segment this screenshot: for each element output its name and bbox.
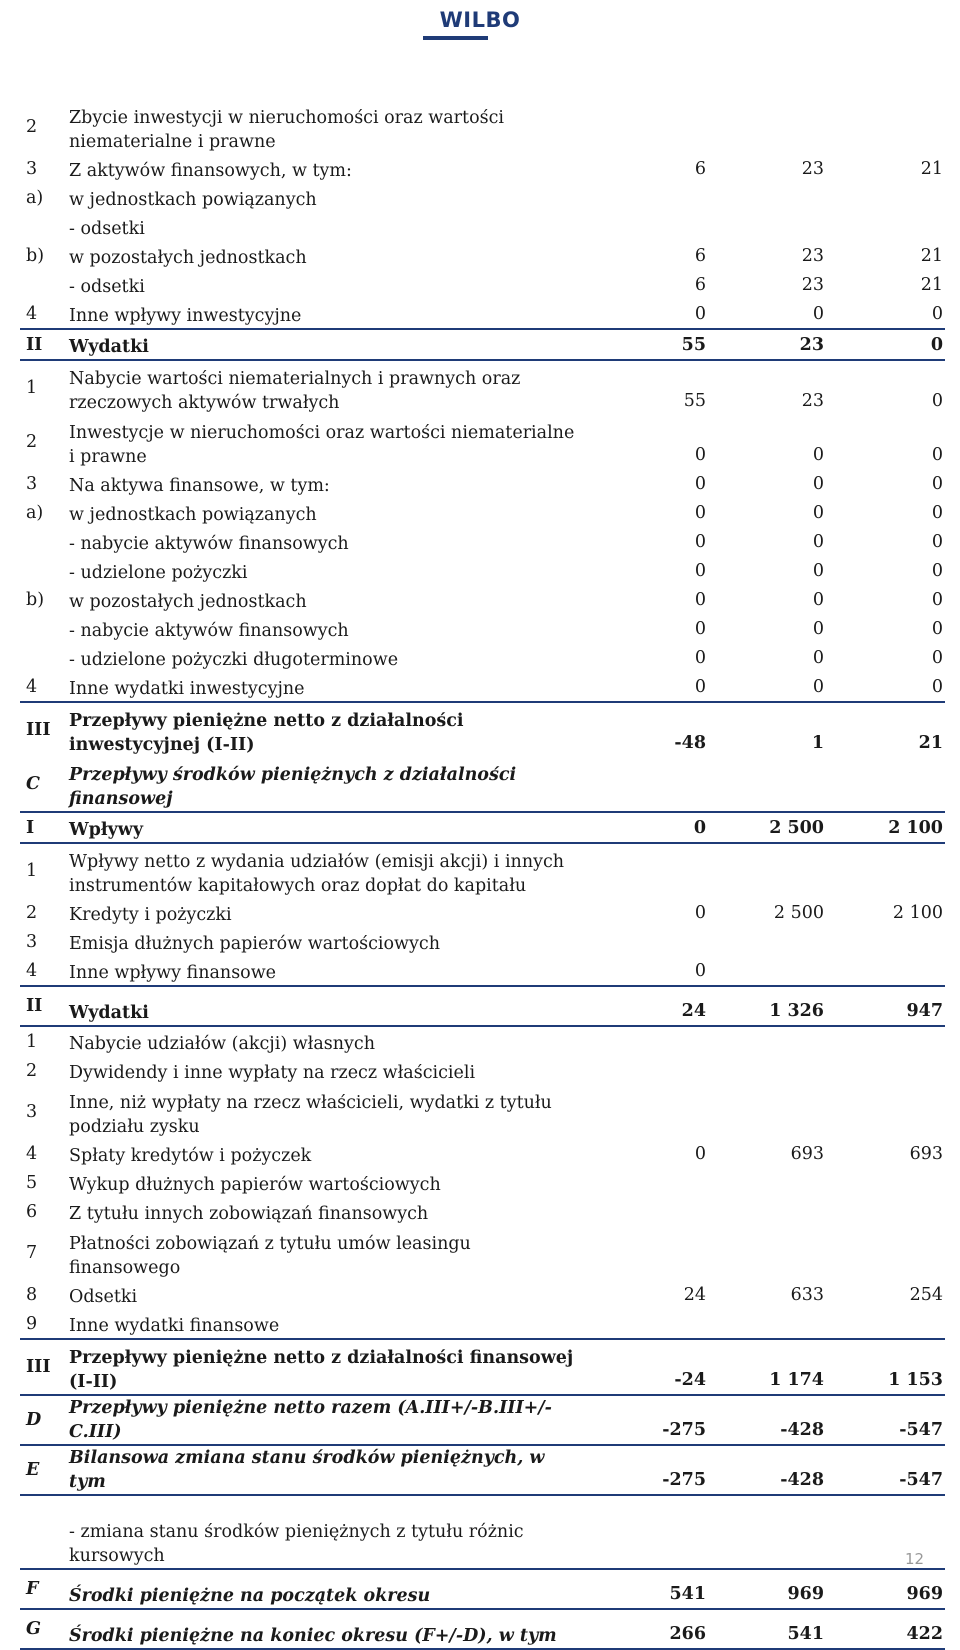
row-label: Środki pieniężne na koniec okresu (F+/-D), w tym	[67, 1609, 590, 1649]
value-cell-1	[590, 1026, 708, 1056]
value-cell-3: 0	[931, 391, 943, 411]
table-row	[20, 643, 945, 672]
row-label: Wykup dłużnych papierów wartościowych	[69, 1175, 441, 1195]
row-number: 4	[26, 303, 38, 324]
row-number: 3	[26, 1102, 38, 1122]
row-label: - nabycie aktywów finansowych	[69, 534, 349, 554]
value-cell-3: 2 100	[826, 812, 945, 843]
value-cell-1: 24	[590, 986, 708, 1026]
company-logo: WILBO	[439, 8, 521, 32]
value-cell-3	[826, 1309, 945, 1339]
value-cell-2	[708, 956, 826, 986]
row-label: Z tytułu innych zobowiązań finansowych	[69, 1204, 429, 1224]
table-row	[20, 329, 945, 360]
row-number: C	[20, 757, 67, 812]
row-number: 5	[26, 1172, 38, 1193]
value-cell-1	[590, 100, 708, 154]
value-cell-3: 0	[931, 561, 943, 581]
value-cell-1: 0	[694, 1144, 706, 1164]
logo-underline	[423, 36, 488, 40]
value-cell-2	[708, 1085, 826, 1139]
value-cell-3: 21	[920, 246, 943, 266]
row-number: E	[20, 1445, 67, 1495]
value-cell-1	[590, 843, 708, 898]
value-cell-1: 0	[694, 304, 706, 324]
row-number	[20, 527, 67, 556]
table-row	[20, 415, 945, 469]
value-cell-2	[708, 1056, 826, 1085]
value-cell-3: 0	[826, 329, 945, 360]
row-number	[20, 1495, 67, 1569]
row-label: Wydatki	[67, 986, 590, 1026]
row-label: Przepływy pieniężne netto razem (A.III+/-B.III+/-C.III)	[67, 1395, 590, 1445]
row-number: F	[20, 1569, 67, 1609]
value-cell-2: 633	[790, 1285, 824, 1305]
row-number: 2	[26, 432, 38, 452]
row-number: G	[20, 1609, 67, 1649]
value-cell-2	[708, 1197, 826, 1226]
row-number: 7	[26, 1243, 38, 1263]
value-cell-1: 55	[590, 329, 708, 360]
table-row	[20, 812, 945, 843]
value-cell-3	[826, 1495, 945, 1569]
value-cell-1: 266	[590, 1609, 708, 1649]
value-cell-1: 55	[683, 391, 706, 411]
table-row	[20, 1445, 945, 1495]
row-number: III	[20, 1339, 67, 1395]
row-number: 4	[26, 960, 38, 981]
value-cell-3: 0	[931, 445, 943, 465]
row-label: w pozostałych jednostkach	[69, 248, 307, 268]
row-label: - udzielone pożyczki	[69, 563, 248, 583]
value-cell-3: 21	[920, 275, 943, 295]
value-cell-3	[826, 1026, 945, 1056]
value-cell-1	[590, 1495, 708, 1569]
row-label: Wpływy netto z wydania udziałów (emisji akcji) i innych instrumentów kapitałowych oraz dopłat do kapitału	[69, 852, 565, 896]
value-cell-1: 24	[683, 1285, 706, 1305]
value-cell-1: 0	[694, 961, 706, 981]
row-label: Kredyty i pożyczki	[69, 905, 232, 925]
row-label: Inwestycje w nieruchomości oraz wartości niematerialne i prawne	[69, 423, 575, 467]
row-number: 8	[26, 1284, 38, 1305]
row-label: - nabycie aktywów finansowych	[69, 621, 349, 641]
value-cell-1	[590, 1085, 708, 1139]
value-cell-2	[708, 1309, 826, 1339]
row-label: Płatności zobowiązań z tytułu umów leasingu finansowego	[69, 1234, 471, 1278]
row-label: Przepływy pieniężne netto z działalności inwestycyjnej (I-II)	[67, 702, 590, 757]
row-number: I	[20, 812, 67, 843]
row-label: - udzielone pożyczki długoterminowe	[69, 650, 399, 670]
table-row	[20, 672, 945, 702]
value-cell-2	[708, 100, 826, 154]
row-label: - odsetki	[69, 277, 145, 297]
table-row	[20, 1168, 945, 1197]
value-cell-2: 0	[812, 561, 824, 581]
table-row	[20, 498, 945, 527]
page-number: 12	[905, 1550, 925, 1568]
table-row	[20, 212, 945, 241]
value-cell-1: 0	[694, 619, 706, 639]
row-label: - odsetki	[69, 219, 145, 239]
row-label: Z aktywów finansowych, w tym:	[69, 161, 352, 181]
value-cell-3: 0	[931, 677, 943, 697]
value-cell-1: 0	[694, 903, 706, 923]
value-cell-3: 0	[931, 532, 943, 552]
value-cell-3: 1 153	[826, 1339, 945, 1395]
row-label: Inne wydatki inwestycyjne	[69, 679, 305, 699]
table-row	[20, 299, 945, 329]
value-cell-2: 23	[801, 391, 824, 411]
value-cell-1	[590, 1197, 708, 1226]
row-number: 3	[26, 931, 38, 952]
value-cell-2: 1 326	[708, 986, 826, 1026]
value-cell-1	[590, 1168, 708, 1197]
row-number: b)	[26, 245, 45, 266]
table-row	[20, 1139, 945, 1168]
value-cell-1: 0	[694, 561, 706, 581]
row-label: Inne wpływy inwestycyjne	[69, 306, 302, 326]
value-cell-3	[826, 1226, 945, 1280]
row-number: a)	[26, 502, 44, 523]
table-row	[20, 1226, 945, 1280]
value-cell-3: 0	[931, 304, 943, 324]
row-label: w pozostałych jednostkach	[69, 592, 307, 612]
value-cell-1	[590, 1309, 708, 1339]
value-cell-2	[708, 927, 826, 956]
value-cell-1: 6	[694, 275, 706, 295]
table-row	[20, 1056, 945, 1085]
row-number: 1	[26, 1031, 38, 1052]
value-cell-3: 21	[920, 159, 943, 179]
value-cell-3: 21	[826, 702, 945, 757]
row-label: Dywidendy i inne wypłaty na rzecz właścicieli	[69, 1063, 476, 1083]
value-cell-2: 23	[801, 246, 824, 266]
value-cell-1	[590, 1056, 708, 1085]
value-cell-2	[708, 757, 826, 812]
row-number: 4	[26, 1143, 38, 1164]
table-row	[20, 585, 945, 614]
row-number: 1	[26, 378, 38, 398]
table-row	[20, 898, 945, 927]
row-number: 2	[26, 902, 38, 923]
value-cell-2: 0	[812, 677, 824, 697]
value-cell-2	[708, 1168, 826, 1197]
value-cell-2	[708, 1226, 826, 1280]
table-row	[20, 270, 945, 299]
value-cell-3: 0	[931, 619, 943, 639]
row-label: Wydatki	[67, 329, 590, 360]
value-cell-2: 1 174	[708, 1339, 826, 1395]
value-cell-3	[826, 183, 945, 212]
table-row	[20, 927, 945, 956]
value-cell-3: 947	[826, 986, 945, 1026]
value-cell-2: 2 500	[708, 812, 826, 843]
value-cell-1: -275	[590, 1445, 708, 1495]
value-cell-3: 254	[909, 1285, 943, 1305]
row-label: Inne wydatki finansowe	[69, 1316, 280, 1336]
row-number: D	[20, 1395, 67, 1445]
value-cell-2: 0	[812, 474, 824, 494]
row-number: 6	[26, 1201, 38, 1222]
cash-flow-table	[20, 100, 945, 1650]
value-cell-1: 0	[694, 590, 706, 610]
row-label: Przepływy pieniężne netto z działalności finansowej (I-II)	[67, 1339, 590, 1395]
value-cell-1: 0	[694, 648, 706, 668]
value-cell-1: 0	[694, 474, 706, 494]
table-row	[20, 843, 945, 898]
table-row	[20, 757, 945, 812]
row-label: Przepływy środków pieniężnych z działalności finansowej	[67, 757, 590, 812]
row-number: II	[20, 329, 67, 360]
value-cell-3: 0	[931, 503, 943, 523]
value-cell-1: 0	[590, 812, 708, 843]
value-cell-2	[708, 843, 826, 898]
row-number: a)	[26, 187, 44, 208]
row-number	[20, 614, 67, 643]
value-cell-2: 23	[708, 329, 826, 360]
value-cell-3	[826, 927, 945, 956]
value-cell-3	[826, 1056, 945, 1085]
row-number: 2	[26, 117, 38, 137]
table-row	[20, 527, 945, 556]
row-number: III	[20, 702, 67, 757]
value-cell-1	[590, 927, 708, 956]
value-cell-2: 0	[812, 445, 824, 465]
table-row	[20, 1280, 945, 1309]
row-label: w jednostkach powiązanych	[69, 505, 317, 525]
value-cell-2: 0	[812, 648, 824, 668]
value-cell-3	[826, 212, 945, 241]
table-row	[20, 469, 945, 498]
value-cell-2: 541	[708, 1609, 826, 1649]
value-cell-1	[590, 757, 708, 812]
table-row	[20, 1197, 945, 1226]
row-number	[20, 270, 67, 299]
table-row	[20, 154, 945, 183]
value-cell-3: 0	[931, 474, 943, 494]
table-row	[20, 556, 945, 585]
value-cell-1	[590, 183, 708, 212]
row-number: II	[20, 986, 67, 1026]
value-cell-2: 0	[812, 619, 824, 639]
value-cell-3: 0	[931, 590, 943, 610]
row-label: Inne, niż wypłaty na rzecz właścicieli, wydatki z tytułu podziału zysku	[69, 1093, 552, 1137]
row-number	[20, 556, 67, 585]
table-row	[20, 1339, 945, 1395]
value-cell-2	[708, 1495, 826, 1569]
value-cell-1: 0	[694, 532, 706, 552]
value-cell-3: 969	[826, 1569, 945, 1609]
row-label: Nabycie wartości niematerialnych i prawnych oraz rzeczowych aktywów trwałych	[69, 369, 521, 413]
row-number: 4	[26, 676, 38, 697]
table-row	[20, 956, 945, 986]
row-number: 2	[26, 1060, 38, 1081]
value-cell-2: 23	[801, 275, 824, 295]
row-number	[20, 643, 67, 672]
value-cell-2: 0	[812, 503, 824, 523]
row-number: 1	[26, 861, 38, 881]
value-cell-3	[826, 956, 945, 986]
value-cell-3	[826, 1085, 945, 1139]
table-row	[20, 100, 945, 154]
row-label: Emisja dłużnych papierów wartościowych	[69, 934, 440, 954]
value-cell-3: -547	[826, 1395, 945, 1445]
row-label: Odsetki	[69, 1287, 138, 1307]
row-number: 3	[26, 158, 38, 179]
value-cell-3	[826, 757, 945, 812]
value-cell-3	[826, 100, 945, 154]
value-cell-3	[826, 1168, 945, 1197]
table-row	[20, 614, 945, 643]
value-cell-2: -428	[708, 1395, 826, 1445]
value-cell-2: 0	[812, 304, 824, 324]
value-cell-2: 0	[812, 590, 824, 610]
table-row	[20, 1395, 945, 1445]
value-cell-2	[708, 212, 826, 241]
value-cell-2: -428	[708, 1445, 826, 1495]
table-row	[20, 241, 945, 270]
table-row	[20, 1495, 945, 1569]
value-cell-2: 969	[708, 1569, 826, 1609]
row-label: w jednostkach powiązanych	[69, 190, 317, 210]
row-number: 9	[26, 1313, 38, 1334]
value-cell-2: 693	[790, 1144, 824, 1164]
value-cell-1: 6	[694, 246, 706, 266]
value-cell-1: -48	[590, 702, 708, 757]
value-cell-1	[590, 212, 708, 241]
row-label: Wpływy	[67, 812, 590, 843]
value-cell-2: 1	[708, 702, 826, 757]
value-cell-2	[708, 183, 826, 212]
row-label: Inne wpływy finansowe	[69, 963, 277, 983]
value-cell-3	[826, 843, 945, 898]
table-row	[20, 702, 945, 757]
row-label: Nabycie udziałów (akcji) własnych	[69, 1034, 376, 1054]
value-cell-2	[708, 1026, 826, 1056]
table-row	[20, 1085, 945, 1139]
value-cell-1	[590, 1226, 708, 1280]
value-cell-3: 0	[931, 648, 943, 668]
row-label: - zmiana stanu środków pieniężnych z tytułu różnic kursowych	[67, 1495, 590, 1569]
row-number	[20, 212, 67, 241]
row-label: Spłaty kredytów i pożyczek	[69, 1146, 312, 1166]
row-label: Bilansowa zmiana stanu środków pieniężnych, w tym	[67, 1445, 590, 1495]
value-cell-1: -24	[590, 1339, 708, 1395]
value-cell-1: 6	[694, 159, 706, 179]
value-cell-3: 422	[826, 1609, 945, 1649]
value-cell-2: 23	[801, 159, 824, 179]
table-row	[20, 1026, 945, 1056]
table-row	[20, 1609, 945, 1649]
value-cell-2: 2 500	[773, 903, 824, 923]
value-cell-3: 2 100	[892, 903, 943, 923]
table-row	[20, 183, 945, 212]
table-row	[20, 360, 945, 415]
value-cell-3	[826, 1197, 945, 1226]
row-number: b)	[26, 589, 45, 610]
value-cell-1: -275	[590, 1395, 708, 1445]
value-cell-2: 0	[812, 532, 824, 552]
row-label: Na aktywa finansowe, w tym:	[69, 476, 330, 496]
row-label: Środki pieniężne na początek okresu	[67, 1569, 590, 1609]
value-cell-3: 693	[909, 1144, 943, 1164]
table-row	[20, 1569, 945, 1609]
value-cell-1: 0	[694, 503, 706, 523]
value-cell-1: 0	[694, 445, 706, 465]
row-number: 3	[26, 473, 38, 494]
table-row	[20, 986, 945, 1026]
value-cell-1: 541	[590, 1569, 708, 1609]
row-label: Zbycie inwestycji w nieruchomości oraz wartości niematerialne i prawne	[69, 108, 504, 152]
value-cell-3: -547	[826, 1445, 945, 1495]
value-cell-1: 0	[694, 677, 706, 697]
table-row	[20, 1309, 945, 1339]
